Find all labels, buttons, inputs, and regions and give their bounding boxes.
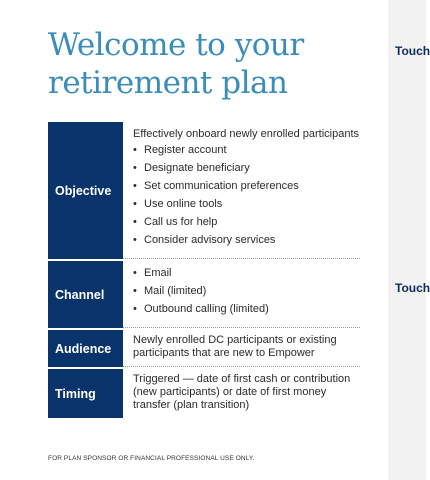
page-title: [48, 26, 304, 102]
list-item: • Email: [133, 267, 360, 280]
communication-table: [48, 122, 360, 418]
touch-label-1: Touch: [395, 44, 430, 58]
table-row-objective: [48, 122, 360, 259]
list-item: • Call us for help: [133, 216, 360, 229]
channel-list: [133, 267, 360, 316]
list-item: • Register account: [133, 144, 360, 157]
row-content-objective: [123, 122, 360, 259]
row-label-audience: Audience: [48, 328, 123, 367]
list-item: • Mail (limited): [133, 285, 360, 298]
list-item: • Outbound calling (limited): [133, 303, 360, 316]
table-row-channel: [48, 259, 360, 328]
title-line-1: Welcome to your: [48, 27, 304, 63]
list-item: • Use online tools: [133, 198, 360, 211]
table-row-audience: [48, 328, 360, 367]
list-item: • Consider advisory services: [133, 234, 360, 247]
list-item: • Designate beneficiary: [133, 162, 360, 175]
row-content-channel: [123, 259, 360, 328]
row-content-timing: [123, 367, 360, 418]
objective-intro: Effectively onboard newly enrolled participants: [133, 128, 360, 140]
title-line-2: retirement plan: [48, 65, 288, 101]
row-label-channel: Channel: [48, 259, 123, 328]
objective-list: [133, 144, 360, 247]
touch-label-2: Touch: [395, 281, 430, 295]
table-row-timing: [48, 367, 360, 418]
row-label-timing: Timing: [48, 367, 123, 418]
timing-text: Triggered — date of first cash or contribution (new participants) or date of first money transfer (plan transition): [133, 373, 351, 411]
list-item: • Set communication preferences: [133, 180, 360, 193]
row-content-audience: [123, 328, 360, 367]
footer-disclaimer: FOR PLAN SPONSOR OR FINANCIAL PROFESSIONAL USE ONLY.: [48, 455, 255, 462]
row-label-objective: Objective: [48, 122, 123, 259]
audience-text: Newly enrolled DC participants or existing participants that are new to Empower: [133, 334, 337, 359]
next-page-panel: [388, 0, 430, 480]
